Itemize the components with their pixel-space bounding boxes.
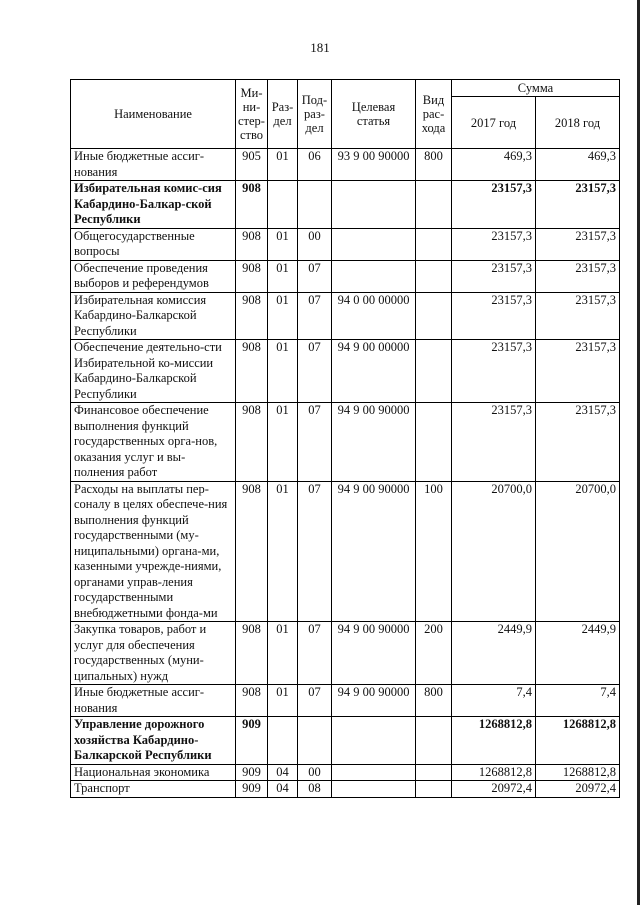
row-name: Транспорт — [71, 781, 236, 798]
row-sum-2018: 23157,3 — [536, 260, 620, 292]
row-subsection: 07 — [298, 622, 332, 685]
row-name: Обеспечение деятельно-сти Избирательной ко-миссии Кабардино-Балкарской Республики — [71, 340, 236, 403]
row-sum-2018: 1268812,8 — [536, 764, 620, 781]
row-sum-2018: 469,3 — [536, 149, 620, 181]
row-sum-2017: 23157,3 — [452, 403, 536, 482]
budget-table — [70, 79, 620, 798]
row-section: 04 — [268, 781, 298, 798]
row-expense-type — [416, 228, 452, 260]
row-expense-type — [416, 340, 452, 403]
row-ministry: 909 — [236, 781, 268, 798]
row-target: 94 9 00 90000 — [332, 403, 416, 482]
row-section — [268, 717, 298, 765]
row-sum-2017: 2449,9 — [452, 622, 536, 685]
row-subsection: 00 — [298, 764, 332, 781]
row-expense-type — [416, 717, 452, 765]
row-expense-type — [416, 260, 452, 292]
row-ministry: 908 — [236, 340, 268, 403]
row-section — [268, 181, 298, 229]
header-ministry: Ми- ни- стер- ство — [236, 80, 268, 149]
row-subsection: 07 — [298, 481, 332, 622]
row-sum-2018: 23157,3 — [536, 181, 620, 229]
row-ministry: 908 — [236, 260, 268, 292]
row-sum-2017: 23157,3 — [452, 228, 536, 260]
row-subsection — [298, 181, 332, 229]
row-section: 01 — [268, 340, 298, 403]
row-sum-2017: 23157,3 — [452, 181, 536, 229]
header-expense-type: Вид рас- хода — [416, 80, 452, 149]
row-ministry: 908 — [236, 481, 268, 622]
row-sum-2017: 469,3 — [452, 149, 536, 181]
header-section: Раз- дел — [268, 80, 298, 149]
row-target — [332, 781, 416, 798]
row-target — [332, 260, 416, 292]
row-section: 01 — [268, 403, 298, 482]
row-name: Иные бюджетные ассиг-нования — [71, 685, 236, 717]
row-expense-type: 800 — [416, 149, 452, 181]
row-ministry: 909 — [236, 717, 268, 765]
row-sum-2017: 23157,3 — [452, 260, 536, 292]
row-sum-2017: 20700,0 — [452, 481, 536, 622]
row-sum-2017: 1268812,8 — [452, 717, 536, 765]
row-ministry: 908 — [236, 228, 268, 260]
row-expense-type — [416, 292, 452, 340]
header-year-2018: 2018 год — [536, 97, 620, 149]
row-name: Обеспечение проведения выборов и референдумов — [71, 260, 236, 292]
row-target: 93 9 00 90000 — [332, 149, 416, 181]
row-sum-2017: 1268812,8 — [452, 764, 536, 781]
row-subsection: 07 — [298, 685, 332, 717]
row-name: Закупка товаров, работ и услуг для обеспечения государственных (муни-ципальных) нужд — [71, 622, 236, 685]
row-expense-type: 100 — [416, 481, 452, 622]
row-ministry: 908 — [236, 622, 268, 685]
row-expense-type — [416, 181, 452, 229]
row-section: 01 — [268, 228, 298, 260]
row-name: Общегосударственные вопросы — [71, 228, 236, 260]
table-row — [71, 228, 620, 260]
row-ministry: 905 — [236, 149, 268, 181]
row-subsection: 07 — [298, 292, 332, 340]
row-target: 94 9 00 90000 — [332, 481, 416, 622]
row-name: Финансовое обеспечение выполнения функций государственных орга-нов, оказания услуг и вы-полнения работ — [71, 403, 236, 482]
header-name: Наименование — [71, 80, 236, 149]
row-sum-2017: 7,4 — [452, 685, 536, 717]
row-subsection: 07 — [298, 403, 332, 482]
row-expense-type: 800 — [416, 685, 452, 717]
row-ministry: 908 — [236, 181, 268, 229]
row-ministry: 908 — [236, 685, 268, 717]
header-subsection: Под- раз- дел — [298, 80, 332, 149]
row-sum-2018: 20700,0 — [536, 481, 620, 622]
row-target — [332, 228, 416, 260]
row-sum-2018: 7,4 — [536, 685, 620, 717]
header-target: Целевая статья — [332, 80, 416, 149]
row-expense-type — [416, 403, 452, 482]
row-subsection: 08 — [298, 781, 332, 798]
header-year-2017: 2017 год — [452, 97, 536, 149]
row-sum-2018: 20972,4 — [536, 781, 620, 798]
row-subsection: 07 — [298, 340, 332, 403]
row-sum-2018: 2449,9 — [536, 622, 620, 685]
row-subsection: 07 — [298, 260, 332, 292]
row-ministry: 908 — [236, 403, 268, 482]
table-row — [71, 764, 620, 781]
row-ministry: 908 — [236, 292, 268, 340]
row-sum-2017: 23157,3 — [452, 292, 536, 340]
row-target: 94 9 00 90000 — [332, 685, 416, 717]
row-section: 01 — [268, 622, 298, 685]
row-expense-type — [416, 764, 452, 781]
row-section: 01 — [268, 481, 298, 622]
row-sum-2018: 23157,3 — [536, 403, 620, 482]
row-sum-2018: 23157,3 — [536, 292, 620, 340]
table-row — [71, 181, 620, 229]
row-sum-2017: 23157,3 — [452, 340, 536, 403]
row-target — [332, 717, 416, 765]
row-name: Национальная экономика — [71, 764, 236, 781]
table-row — [71, 481, 620, 622]
row-name: Избирательная комис-сия Кабардино-Балкар-ской Республики — [71, 181, 236, 229]
header-sum: Сумма — [452, 80, 620, 97]
row-section: 01 — [268, 260, 298, 292]
row-target — [332, 764, 416, 781]
row-ministry: 909 — [236, 764, 268, 781]
table-row — [71, 149, 620, 181]
row-target: 94 9 00 90000 — [332, 622, 416, 685]
row-section: 04 — [268, 764, 298, 781]
page-number: 181 — [310, 40, 330, 55]
row-section: 01 — [268, 292, 298, 340]
table-row — [71, 622, 620, 685]
row-name: Избирательная комиссия Кабардино-Балкарской Республики — [71, 292, 236, 340]
row-sum-2018: 23157,3 — [536, 340, 620, 403]
row-sum-2018: 23157,3 — [536, 228, 620, 260]
row-subsection — [298, 717, 332, 765]
table-row — [71, 260, 620, 292]
row-target: 94 0 00 00000 — [332, 292, 416, 340]
row-section: 01 — [268, 685, 298, 717]
table-row — [71, 403, 620, 482]
row-expense-type — [416, 781, 452, 798]
row-subsection: 06 — [298, 149, 332, 181]
table-row — [71, 340, 620, 403]
row-target — [332, 181, 416, 229]
table-row — [71, 685, 620, 717]
row-target: 94 9 00 00000 — [332, 340, 416, 403]
row-name: Расходы на выплаты пер-соналу в целях обеспече-ния выполнения функций государственными (му-ниципальными) органа-ми, казенными учрежде-ниями, органами управ-ления государственными внебюджетными фонда-ми — [71, 481, 236, 622]
row-subsection: 00 — [298, 228, 332, 260]
row-name: Иные бюджетные ассиг-нования — [71, 149, 236, 181]
row-expense-type: 200 — [416, 622, 452, 685]
table-row — [71, 717, 620, 765]
row-sum-2017: 20972,4 — [452, 781, 536, 798]
row-section: 01 — [268, 149, 298, 181]
row-name: Управление дорожного хозяйства Кабардино-Балкарской Республики — [71, 717, 236, 765]
row-sum-2018: 1268812,8 — [536, 717, 620, 765]
table-row — [71, 781, 620, 798]
table-row — [71, 292, 620, 340]
